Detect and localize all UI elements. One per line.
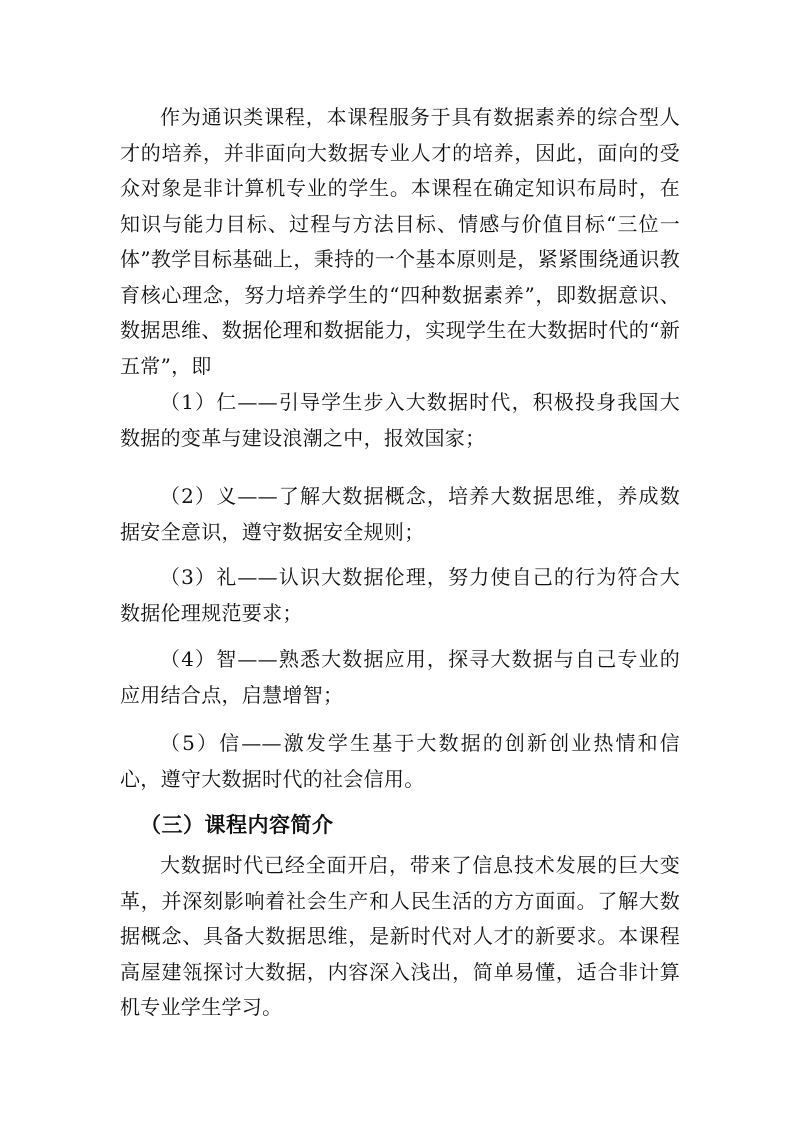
virtue-zhi-paragraph: （4）智——熟悉大数据应用，探寻大数据与自己专业的应用结合点，启慧增智； bbox=[120, 647, 680, 707]
intro-paragraph: 作为通识类课程，本课程服务于具有数据素养的综合型人才的培养，并非面向大数据专业人才的培养，因此，面向的受众对象是非计算机专业的学生。本课程在确定知识布局时，在知识与能力目标、过程与方法目标、情感与价值目标“三位一体”教学目标基础上，秉持的一个基本原则是，紧紧围绕通识教育核心理念，努力培养学生的“四种数据素养”，即数据意识、数据思维、数据伦理和数据能力，实现学生在大数据时代的“新五常”，即 bbox=[120, 105, 680, 378]
virtue-xin-paragraph: （5）信——激发学生基于大数据的创新创业热情和信心，遵守大数据时代的社会信用。 bbox=[120, 731, 680, 791]
section-three-heading: （三）课程内容简介 bbox=[140, 813, 334, 837]
virtue-ren-paragraph: （1）仁——引导学生步入大数据时代，积极投身我国大数据的变革与建设浪潮之中，报效国家； bbox=[120, 390, 680, 450]
virtue-xin-block bbox=[120, 726, 680, 797]
section-three-block bbox=[120, 848, 680, 1026]
virtue-zhi-block bbox=[120, 642, 680, 713]
virtue-li-paragraph: （3）礼——认识大数据伦理，努力使自己的行为符合大数据伦理规范要求； bbox=[120, 565, 680, 625]
virtue-yi-paragraph: （2）义——了解大数据概念，培养大数据思维，养成数据安全意识，遵守数据安全规则； bbox=[120, 484, 680, 544]
virtue-yi-block bbox=[120, 479, 680, 550]
virtue-li-block bbox=[120, 560, 680, 631]
virtue-ren-block bbox=[120, 385, 680, 456]
section-three-paragraph: 大数据时代已经全面开启，带来了信息技术发展的巨大变革，并深刻影响着社会生产和人民生活的方方面面。了解大数据概念、具备大数据思维，是新时代对人才的新要求。本课程高屋建瓴探讨大数据，内容深入浅出，简单易懂，适合非计算机专业学生学习。 bbox=[120, 853, 680, 1019]
intro-block bbox=[120, 100, 680, 384]
